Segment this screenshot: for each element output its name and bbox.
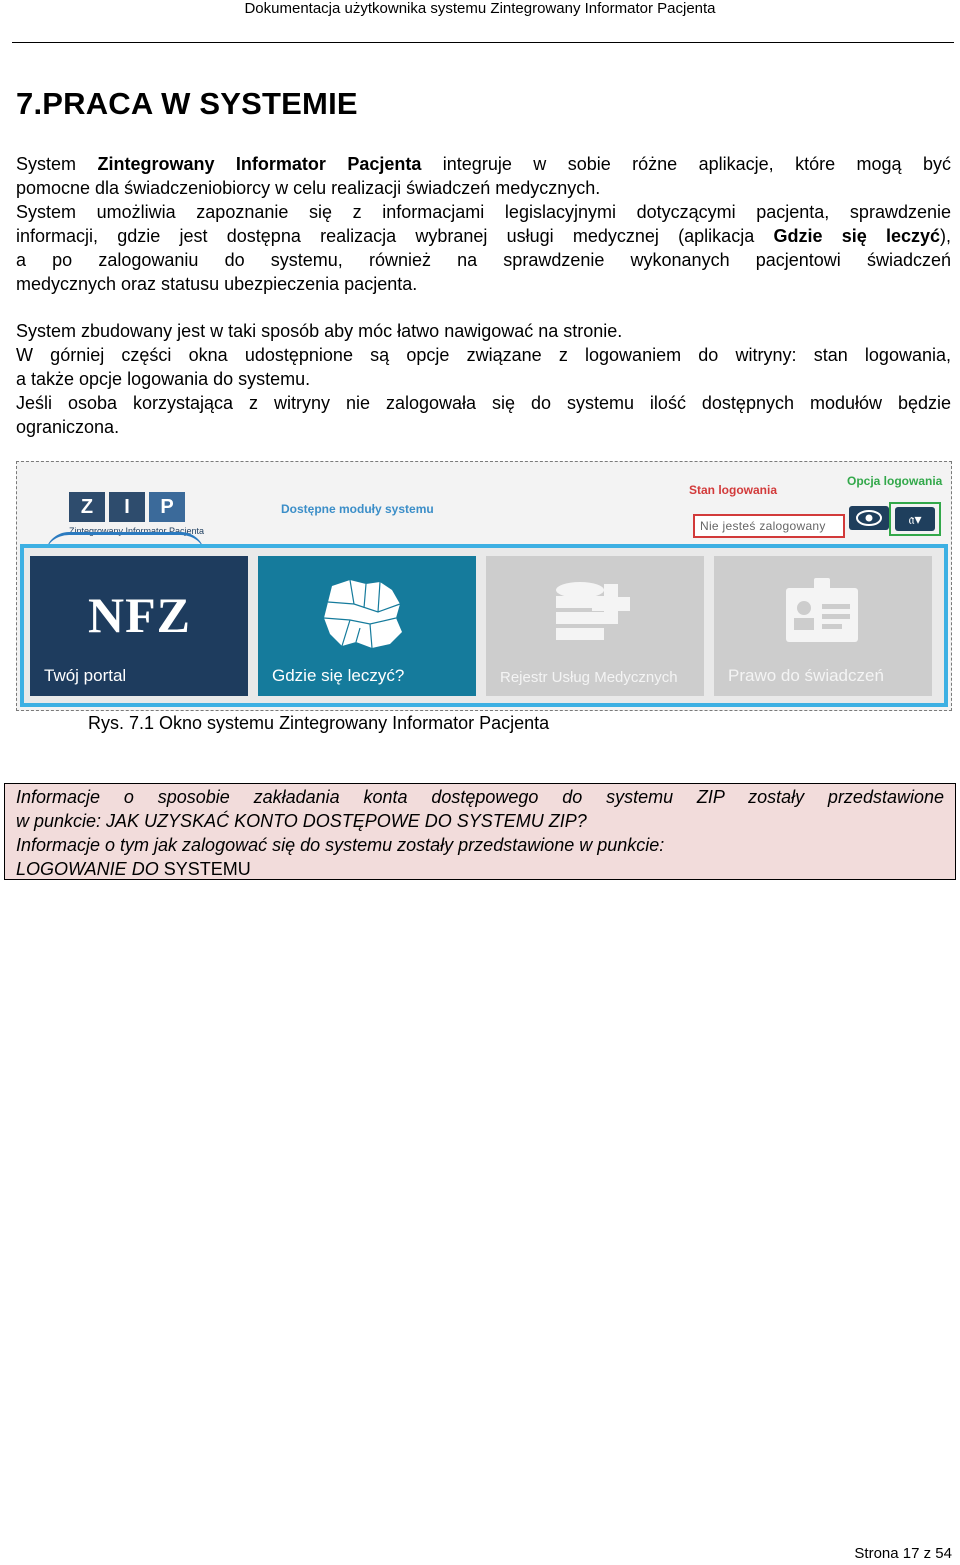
accessibility-button[interactable] (849, 506, 889, 530)
zip-logo-subtitle: Zintegrowany Informator Pacjenta (69, 526, 205, 536)
para2-line4: Jeśli osoba korzystająca z witryny nie zalogowała się do systemu ilość dostępnych modułów będzie (16, 393, 951, 413)
tile-prawo-do-swiadczen (714, 556, 932, 696)
zip-logo (45, 492, 235, 546)
info-line4: LOGOWANIE DO SYSTEMU (16, 859, 251, 879)
para1-line5: a po zalogowaniu do systemu, również na sprawdzenie wykonanych pacjentowi świadczeń (16, 250, 951, 270)
tile-gdzie-sie-leczyc[interactable] (258, 556, 476, 696)
tile-label: Prawo do świadczeń (728, 666, 884, 685)
system-name-bold: Zintegrowany Informator Pacjenta (97, 154, 422, 174)
para1-line1: System Zintegrowany Informator Pacjenta integruje w sobie różne aplikacje, które mogą być (16, 154, 951, 174)
login-option-highlight (889, 502, 941, 536)
para2-line1: System zbudowany jest w taki sposób aby móc łatwo nawigować na stronie. (16, 321, 623, 341)
app-name-bold: Gdzie się leczyć (773, 226, 941, 246)
nfz-logo: NFZ (88, 587, 191, 643)
caret-down-icon: ▾ (914, 511, 922, 527)
para1-line3: System umożliwia zapoznanie się z informacjami legislacyjnymi dotyczącymi pacjenta, sprawdzenie (16, 202, 951, 222)
id-card-icon (784, 578, 860, 644)
paragraph-intro (16, 152, 951, 296)
lock-icon: 𝔞 (908, 511, 915, 527)
login-dropdown-button[interactable] (895, 507, 935, 531)
para2-line3: a także opcje logowania do systemu. (16, 369, 311, 389)
chapter-title: 7.PRACA W SYSTEMIE (16, 86, 358, 121)
login-option-label: Opcja logowania (847, 474, 943, 488)
figure-header (17, 462, 951, 544)
zip-letter-p: P (149, 492, 185, 522)
info-line2: w punkcie: JAK UZYSKAĆ KONTO DOSTĘPOWE DO SYSTEMU ZIP? (16, 811, 587, 831)
paragraph-navigation (16, 319, 951, 439)
tile-label: Gdzie się leczyć? (272, 666, 405, 685)
zip-letter-z: Z (69, 492, 105, 522)
database-plus-icon (552, 576, 632, 646)
para1-line4: informacji, gdzie jest dostępna realizacja wybranej usługi medycznej (aplikacja Gdzie się leczyć), (16, 226, 952, 246)
login-status-label: Stan logowania (689, 483, 778, 497)
para2-line5: ograniczona. (16, 417, 120, 437)
info-box (4, 783, 956, 880)
tile-twoj-portal[interactable] (30, 556, 248, 696)
info-line3: Informacje o tym jak zalogować się do systemu zostały przedstawione w punkcie: (16, 835, 665, 855)
zip-letter-i: I (109, 492, 145, 522)
eye-icon (856, 510, 882, 526)
page-number: Strona 17 z 54 (854, 1545, 952, 1562)
running-header: Dokumentacja użytkownika systemu Zintegrowany Informator Pacjenta (244, 0, 716, 17)
header-rule (12, 42, 954, 43)
tile-rejestr-uslug-medycznych (486, 556, 704, 696)
para1-line2: pomocne dla świadczeniobiorcy w celu realizacji świadczeń medycznych. (16, 178, 601, 198)
modules-panel (20, 544, 948, 707)
figure-caption: Rys. 7.1 Okno systemu Zintegrowany Informator Pacjenta (88, 713, 550, 733)
tile-label: Twój portal (44, 666, 127, 685)
available-modules-label: Dostępne moduły systemu (281, 502, 434, 516)
login-status-box: Nie jesteś zalogowany (693, 514, 845, 538)
figure-screenshot (16, 461, 952, 711)
para1-line6: medycznych oraz statusu ubezpieczenia pacjenta. (16, 274, 418, 294)
tile-label: Rejestr Usług Medycznych (500, 669, 678, 686)
poland-map-icon (320, 578, 406, 650)
info-line1: Informacje o sposobie zakładania konta dostępowego do systemu ZIP zostały przedstawione (16, 787, 944, 807)
para2-line2: W górniej części okna udostępnione są opcje związane z logowaniem do witryny: stan logowania, (16, 345, 951, 365)
